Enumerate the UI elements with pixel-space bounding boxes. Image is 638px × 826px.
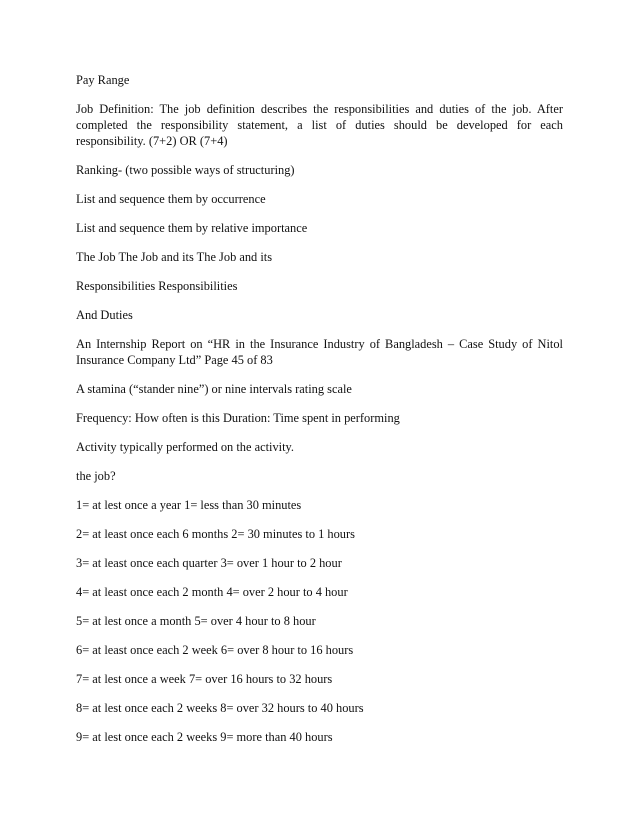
paragraph-sequence-occurrence: List and sequence them by occurrence — [76, 192, 266, 206]
paragraph-sequence-importance: List and sequence them by relative importance — [76, 221, 308, 235]
paragraph-frequency-duration: Frequency: How often is this Duration: Time spent in performing — [76, 411, 400, 425]
scale-item: 8= at lest once each 2 weeks 8= over 32 hours to 40 hours — [76, 701, 364, 715]
paragraph-ranking: Ranking- (two possible ways of structuring) — [76, 163, 295, 177]
paragraph-stamina-scale: A stamina (“stander nine”) or nine intervals rating scale — [76, 382, 352, 396]
scale-item: 6= at least once each 2 week 6= over 8 hour to 16 hours — [76, 643, 354, 657]
paragraph-job-and-its: The Job The Job and its The Job and its — [76, 250, 273, 264]
scale-item: 7= at lest once a week 7= over 16 hours to 32 hours — [76, 672, 333, 686]
paragraph-and-duties: And Duties — [76, 308, 133, 322]
scale-item: 5= at lest once a month 5= over 4 hour to 8 hour — [76, 614, 316, 628]
document-page — [76, 72, 563, 758]
paragraph-responsibilities: Responsibilities Responsibilities — [76, 279, 238, 293]
paragraph-activity: Activity typically performed on the activity. — [76, 440, 295, 454]
scale-item: 2= at least once each 6 months 2= 30 minutes to 1 hours — [76, 527, 355, 541]
scale-item: 4= at least once each 2 month 4= over 2 hour to 4 hour — [76, 585, 348, 599]
paragraph-report-footer: An Internship Report on “HR in the Insurance Industry of Bangladesh – Case Study of Nitol Insurance Company Ltd” Page 45 of 83 — [76, 337, 563, 367]
paragraph-pay-range: Pay Range — [76, 73, 130, 87]
scale-item: 9= at lest once each 2 weeks 9= more than 40 hours — [76, 730, 333, 744]
paragraph-the-job: the job? — [76, 469, 116, 483]
paragraph-job-definition: Job Definition: The job definition describes the responsibilities and duties of the job. After completed the responsibility statement, a list of duties should be developed for each responsibility. (7+2) OR (7+4) — [76, 102, 563, 148]
scale-item: 1= at lest once a year 1= less than 30 minutes — [76, 498, 302, 512]
scale-item: 3= at least once each quarter 3= over 1 hour to 2 hour — [76, 556, 342, 570]
